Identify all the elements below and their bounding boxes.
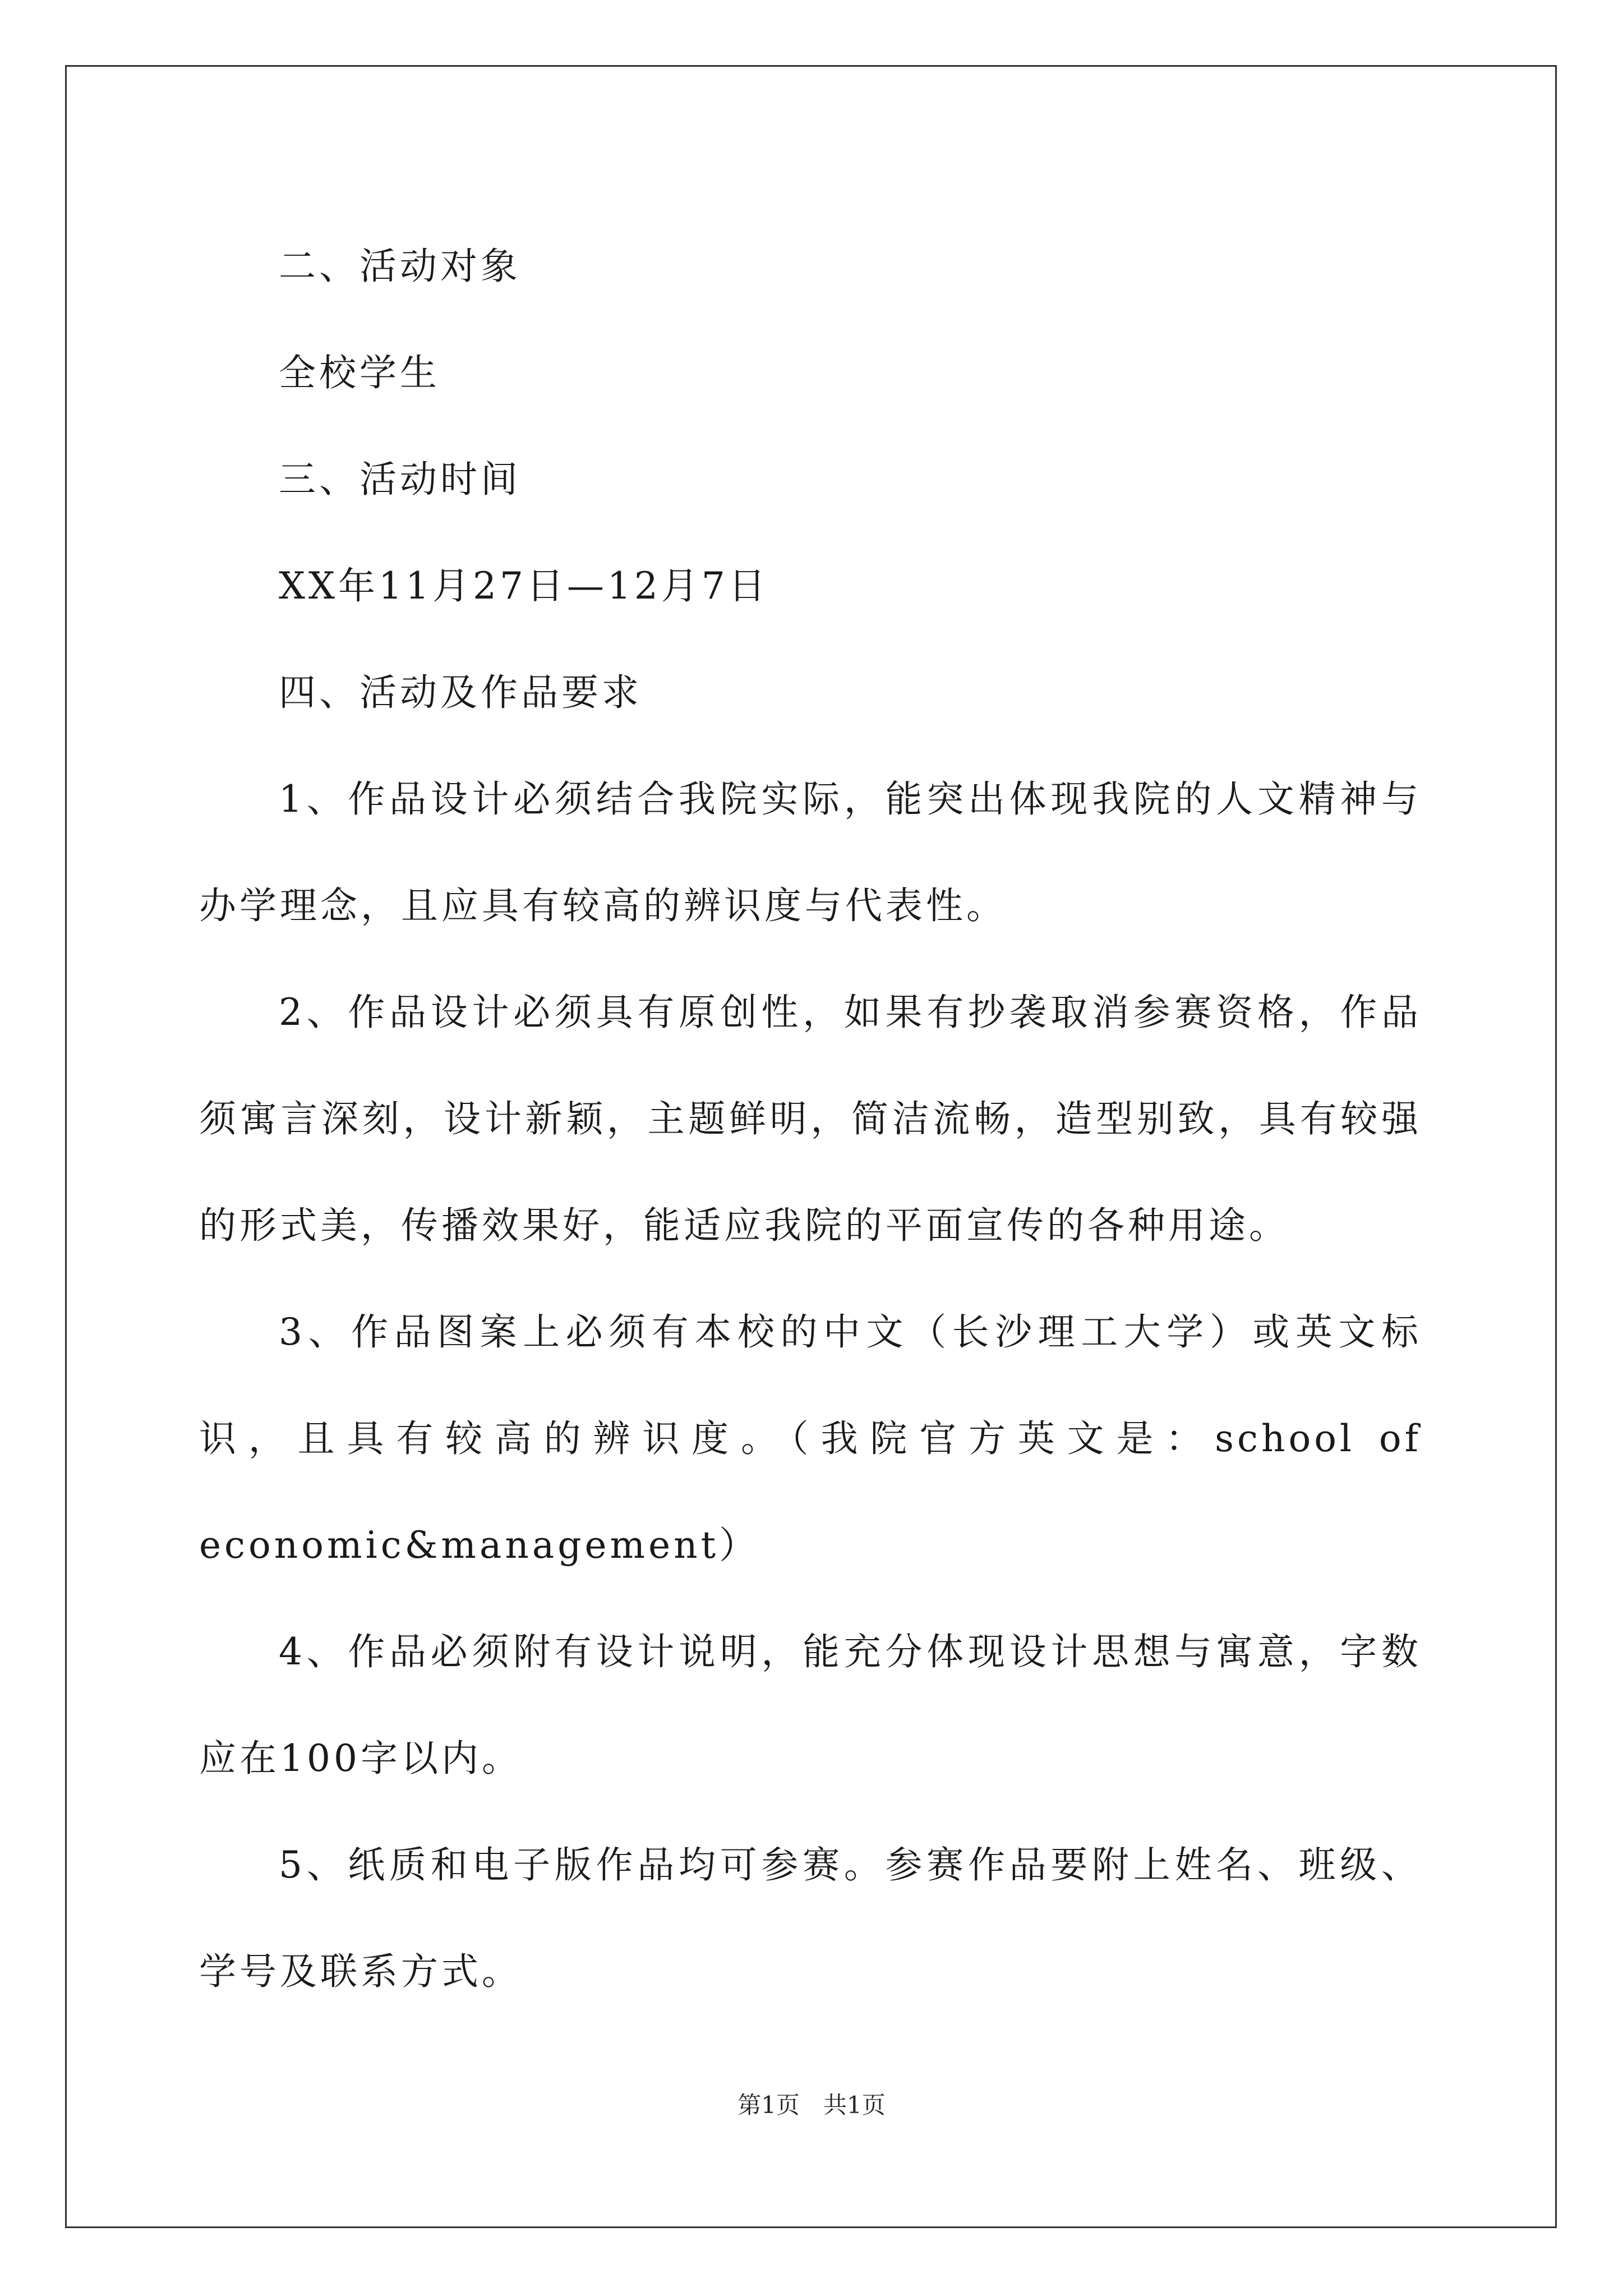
page-number-footer: 第1页 共1页	[737, 2091, 886, 2119]
paragraph-target-audience: 全校学生	[279, 351, 440, 394]
requirement-item-5: 5、纸质和电子版作品均可参赛。参赛作品要附上姓名、班级、学号及联系方式。	[199, 1843, 1422, 1993]
requirement-item-3: 3、作品图案上必须有本校的中文（长沙理工大学）或英文标识，且具有较高的辨识度。（我院官方英文是：school of economic&management）	[199, 1310, 1422, 1567]
paragraph-dates: XX年11月27日—12月7日	[279, 564, 769, 608]
section-heading-target: 二、活动对象	[279, 245, 521, 288]
section-heading-requirements: 四、活动及作品要求	[279, 671, 642, 714]
document-body	[199, 213, 1422, 2025]
requirement-item-4: 4、作品必须附有设计说明，能充分体现设计思想与寓意，字数应在100字以内。	[199, 1630, 1422, 1780]
requirement-item-2: 2、作品设计必须具有原创性，如果有抄袭取消参赛资格，作品须寓言深刻，设计新颖，主题鲜明，简洁流畅，造型别致，具有较强的形式美，传播效果好，能适应我院的平面宣传的各种用途。	[199, 991, 1422, 1247]
requirement-item-1: 1、作品设计必须结合我院实际，能突出体现我院的人文精神与办学理念，且应具有较高的辨识度与代表性。	[199, 777, 1422, 927]
section-heading-time: 三、活动时间	[279, 458, 521, 501]
